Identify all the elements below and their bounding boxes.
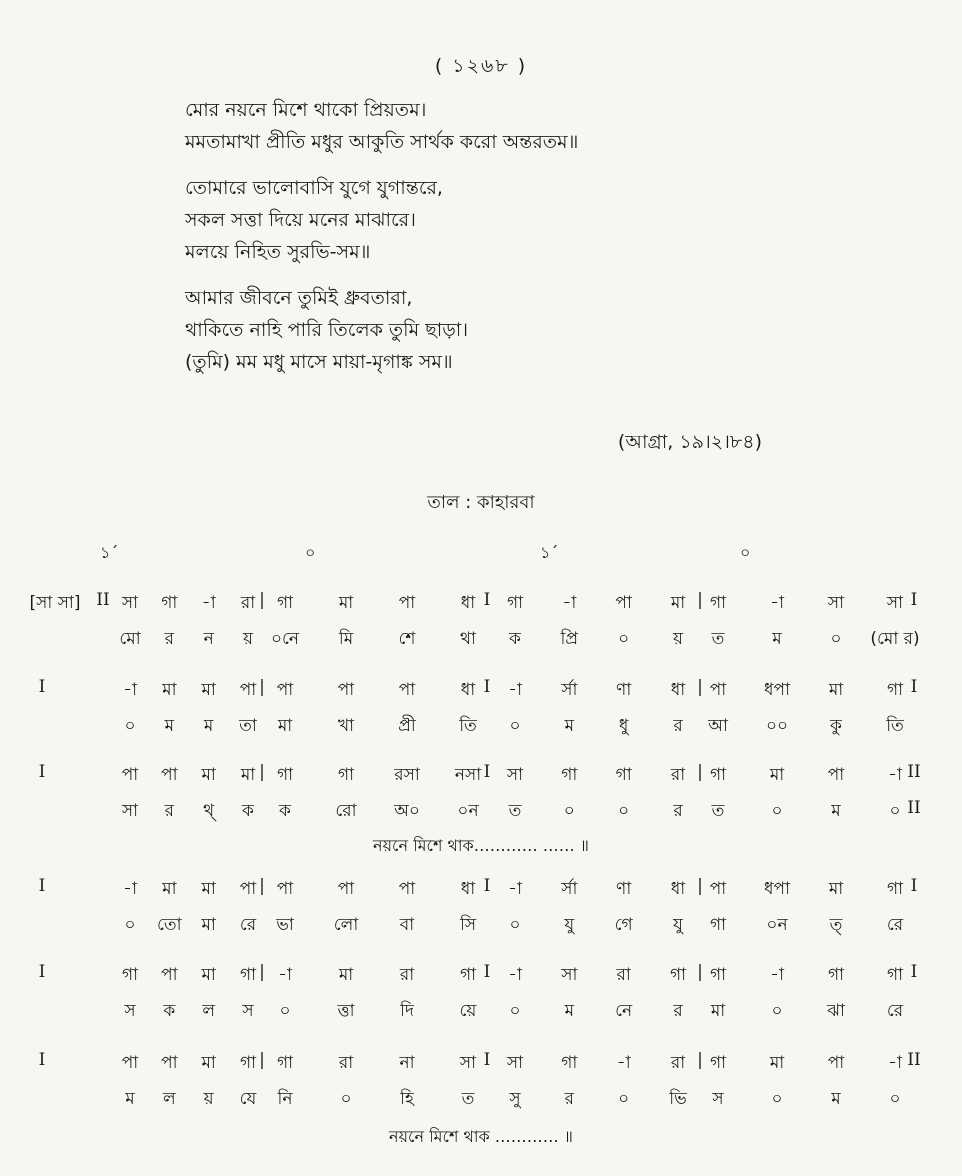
lyric-syllable: বা [399, 915, 415, 935]
swara-note: ণা [616, 680, 632, 700]
beat-marker: ১´ [100, 543, 119, 562]
swara-note: পা [121, 765, 139, 785]
lyric-row [0, 912, 962, 944]
lyric-syllable: খা [337, 716, 355, 736]
lyric-syllable: র [564, 1089, 575, 1109]
swara-note: গা [459, 965, 477, 985]
swara-note: গা [709, 965, 727, 985]
lyric-syllable: ০ [889, 1089, 901, 1109]
bar-line: I [483, 677, 491, 697]
bar-line-open: I [38, 962, 46, 982]
swara-note: ধা [460, 879, 476, 899]
lyric-syllable: মা [277, 716, 293, 736]
swara-note: নসা [454, 765, 482, 785]
swara-note: সা [827, 593, 845, 613]
bar-line: | [697, 876, 703, 896]
lyric-syllable: ল [162, 1089, 176, 1109]
swara-note: পা [276, 680, 294, 700]
lyric-syllable: ম [772, 629, 782, 649]
swara-row [0, 762, 962, 794]
lyric-syllable: ০০ [765, 716, 789, 736]
lyric-syllable: শে [398, 629, 416, 649]
bar-line-close: II [907, 1050, 921, 1070]
swara-note: গা [709, 1053, 727, 1073]
lyric-syllable: ত [711, 801, 725, 821]
bar-line: I [483, 1050, 491, 1070]
swara-note: মা [162, 680, 177, 700]
swara-row [0, 876, 962, 908]
bar-line-close: II [907, 762, 921, 782]
swara-note: গা [886, 965, 904, 985]
lyric-syllable: ত [461, 1089, 475, 1109]
swara-note: -া [201, 593, 216, 613]
swara-note: গা [561, 1053, 578, 1073]
poem-line: থাকিতে নাহি পারি তিলেক তুমি ছাড়া। [185, 319, 469, 341]
lyric-syllable: গা [709, 915, 727, 935]
lyric-syllable: রে [886, 915, 904, 935]
bar-line-close: I [910, 590, 918, 610]
swara-note: গা [121, 965, 139, 985]
swara-note: -া [123, 680, 137, 700]
swara-note: গা [161, 593, 178, 613]
lyric-syllable: র [164, 801, 175, 821]
poem-line: (তুমি) মম মধু মাসে মায়া-মৃগাঙ্ক সম॥ [185, 351, 453, 373]
poem [185, 94, 578, 392]
swara-note: ধা [670, 879, 686, 899]
lyric-syllable: র [164, 629, 175, 649]
lyric-syllable: তা [239, 716, 257, 736]
beat-marker: ০ [740, 543, 751, 562]
lyric-syllable: দি [400, 1001, 414, 1021]
swara-note: সা [886, 593, 904, 613]
swara-row [0, 590, 962, 622]
bar-line-close: I [910, 962, 918, 982]
swara-note: রা [670, 765, 686, 785]
swara-note: -া [508, 680, 522, 700]
bar-line: | [697, 1050, 703, 1070]
lyric-syllable: ০ [563, 801, 575, 821]
swara-note: -া [562, 593, 577, 613]
swara-note: র্সা [561, 879, 578, 899]
lyric-syllable: ম [831, 801, 841, 821]
poem-line: মোর নয়নে মিশে থাকো প্রিয়তম। [185, 99, 427, 121]
lyric-syllable: ০ন [766, 915, 788, 935]
swara-note: পা [709, 680, 727, 700]
swara-note: রসা [394, 765, 420, 785]
swara-note: মা [828, 680, 844, 700]
lyric-syllable: ত্তা [337, 1001, 355, 1021]
swara-note: গা [709, 765, 727, 785]
lyric-syllable: ল [202, 1001, 215, 1021]
swara-note: -া [770, 965, 784, 985]
lyric-syllable: কু [830, 716, 842, 736]
bar-line: | [259, 1050, 265, 1070]
lyric-syllable: ম [564, 716, 575, 736]
lyric-syllable: তো [157, 915, 182, 935]
lyric-syllable: ক [163, 1001, 176, 1021]
swara-note: পা [709, 879, 727, 899]
swara-note: পা [161, 965, 178, 985]
swara-note: মা [670, 593, 686, 613]
bar-line-close: I [910, 876, 918, 896]
lyric-syllable: ন [203, 629, 214, 649]
lyric-syllable: ম [125, 1089, 135, 1109]
swara-note: ণা [616, 879, 632, 899]
bar-line: I [483, 876, 491, 896]
swara-note: মা [201, 680, 216, 700]
lyric-syllable: ০ [889, 801, 901, 821]
swara-note: পা [161, 765, 178, 785]
lyric-syllable: ত [711, 629, 725, 649]
swara-note: গা [561, 765, 578, 785]
lyric-syllable: ০ [124, 716, 136, 736]
lyric-syllable: সা [121, 801, 139, 821]
lyric-row [0, 626, 962, 658]
swara-note: রা [670, 1053, 686, 1073]
lyric-syllable: নে [615, 1001, 633, 1021]
swara-note: মা [201, 1053, 216, 1073]
lyric-syllable: ০ [618, 629, 630, 649]
lyric-syllable: (মো র) [870, 629, 920, 649]
lyric-syllable: য় [203, 1089, 214, 1109]
lyric-syllable: ক [242, 801, 254, 821]
lyric-syllable: সি [459, 915, 477, 935]
beat-marker: ০ [305, 543, 316, 562]
swara-note: পা [398, 593, 416, 613]
swara-note: পা [337, 680, 355, 700]
swara-note: গা [827, 965, 845, 985]
swara-note: পা [398, 680, 416, 700]
swara-note: গা [506, 593, 524, 613]
lyric-row [0, 713, 962, 745]
lyric-syllable: তি [459, 716, 477, 736]
swara-note: পা [161, 1053, 178, 1073]
lyric-syllable: য় [242, 629, 254, 649]
swara-note: পা [121, 1053, 139, 1073]
refrain-line-2: নয়নে মিশে থাক ………… ॥ [389, 1127, 573, 1146]
swara-note: -া [508, 879, 522, 899]
poem-line: সকল সত্তা দিয়ে মনের মাঝারে। [185, 209, 416, 231]
lyric-syllable: ধু [618, 716, 629, 736]
swara-note: পা [239, 879, 257, 899]
lyric-bar-close: II [907, 798, 921, 818]
swara-note: গা [709, 593, 727, 613]
poem-line: মমতামাখা প্রীতি মধুর আকুতি সার্থক করো অন্তরতম॥ [185, 131, 579, 153]
swara-note: -া [123, 879, 137, 899]
swara-note: র্সা [561, 680, 578, 700]
bar-line: | [697, 590, 703, 610]
bar-line: | [259, 677, 265, 697]
swara-note: মা [338, 965, 354, 985]
swara-note: পা [827, 765, 845, 785]
swara-row [0, 677, 962, 709]
lyric-syllable: ০ [340, 1089, 352, 1109]
lyric-syllable: ০নে [270, 629, 300, 649]
bar-line-open: I [38, 677, 46, 697]
bar-line: | [697, 677, 703, 697]
bar-line: | [259, 762, 265, 782]
lyric-syllable: রো [335, 801, 357, 821]
poem-stanza [185, 172, 578, 268]
swara-note: পা [615, 593, 632, 613]
lyric-syllable: ম [564, 1001, 575, 1021]
lyric-syllable: যু [564, 915, 575, 935]
lyric-syllable: ০ [771, 801, 783, 821]
swara-row [0, 1050, 962, 1082]
swara-note: ধপা [764, 680, 790, 700]
lyric-syllable: লো [333, 915, 359, 935]
lyric-syllable: রে [886, 1001, 904, 1021]
swara-note: পা [337, 879, 355, 899]
swara-note: পা [398, 879, 416, 899]
swara-note: মা [201, 765, 216, 785]
swara-note: গা [886, 879, 904, 899]
lyric-syllable: স [712, 1089, 724, 1109]
tala-label: তাল : কাহারবা [427, 492, 535, 513]
lyric-syllable: হি [400, 1089, 414, 1109]
lyric-syllable: ০ [509, 716, 521, 736]
poem-stanza [185, 94, 578, 158]
lyric-syllable: ম [831, 1089, 841, 1109]
swara-note: মা [162, 879, 177, 899]
swara-note: মা [240, 765, 256, 785]
swara-note: গা [615, 765, 632, 785]
swara-note: গা [337, 765, 355, 785]
swara-note: ধা [670, 680, 686, 700]
lyric-syllable: থা [460, 629, 476, 649]
swara-note: না [399, 1053, 415, 1073]
swara-note: পা [827, 1053, 845, 1073]
lyric-syllable: ০ [830, 629, 842, 649]
poem-stanza [185, 282, 578, 378]
swara-note: গা [886, 680, 904, 700]
poem-line: আমার জীবনে তুমিই ধ্রুবতারা, [185, 287, 413, 309]
swara-note: গা [276, 1053, 294, 1073]
swara-note: ধপা [764, 879, 790, 899]
lyric-syllable: রে [239, 915, 257, 935]
swara-note: মা [769, 1053, 785, 1073]
lyric-row [0, 998, 962, 1030]
swara-note: ধা [460, 593, 476, 613]
lyric-syllable: তি [886, 716, 904, 736]
swara-note: মা [201, 965, 216, 985]
beat-marker: ১´ [540, 543, 559, 562]
lyric-syllable: ভা [276, 915, 294, 935]
lyric-syllable: ০ [509, 1001, 521, 1021]
swara-note: মা [201, 879, 216, 899]
bar-line: I [483, 962, 491, 982]
poem-line: মলয়ে নিহিত সুরভি-সম॥ [185, 241, 371, 263]
bar-line: | [259, 590, 265, 610]
bar-line-open: I [38, 876, 46, 896]
swara-note: গা [276, 765, 294, 785]
swara-note: -া [888, 765, 902, 785]
swara-note: গা [239, 1053, 257, 1073]
lyric-syllable: নি [277, 1089, 293, 1109]
bar-line-open: I [38, 1050, 46, 1070]
lyric-syllable: স [124, 1001, 136, 1021]
swara-note: গা [276, 593, 294, 613]
lyric-syllable: ০ [771, 1001, 783, 1021]
lyric-syllable: য় [672, 629, 684, 649]
lyric-syllable: ভি [669, 1089, 687, 1109]
lyric-row [0, 1086, 962, 1118]
bar-line: I [483, 590, 491, 610]
lyric-syllable: ম [203, 716, 214, 736]
swara-note: রা [338, 1053, 354, 1073]
lyric-syllable: অ০ [394, 801, 420, 821]
lyric-syllable: থ্ [203, 801, 215, 821]
bar-line: | [697, 762, 703, 782]
swara-row [0, 962, 962, 994]
poem-line: তোমারে ভালোবাসি যুগে যুগান্তরে, [185, 177, 443, 199]
bar-line-open: II [96, 590, 110, 610]
swara-note: -া [770, 593, 784, 613]
swara-note: সা [506, 765, 524, 785]
swara-note: মা [769, 765, 785, 785]
lyric-syllable: র [673, 716, 683, 736]
bar-line-close: I [910, 677, 918, 697]
lyric-syllable: মা [201, 915, 216, 935]
swara-note: ধা [460, 680, 476, 700]
lyric-syllable: স [242, 1001, 254, 1021]
swara-note: মা [338, 593, 354, 613]
lyric-syllable: ০ [509, 915, 521, 935]
lyric-syllable: সু [509, 1089, 521, 1109]
swara-note: সা [459, 1053, 477, 1073]
refrain-line-1: নয়নে মিশে থাক………… …… ॥ [373, 836, 589, 855]
lyric-syllable: আ [708, 716, 728, 736]
swara-note: সা [121, 593, 139, 613]
page-number: ( ১২৬৮ ) [434, 55, 528, 77]
lyric-syllable: ক [509, 629, 521, 649]
bar-line: | [697, 962, 703, 982]
swara-note: সা [561, 965, 578, 985]
lyric-syllable: ক [279, 801, 291, 821]
lyric-syllable: র [673, 801, 683, 821]
lyric-syllable: ০ [618, 1089, 630, 1109]
lyric-syllable: ০ [279, 1001, 291, 1021]
bar-line: | [259, 962, 265, 982]
swara-note: -া [616, 1053, 631, 1073]
lyric-syllable: ০ [124, 915, 136, 935]
lyric-syllable: মো [119, 629, 141, 649]
swara-note: রা [616, 965, 631, 985]
lyric-syllable: ০ [771, 1089, 783, 1109]
lyric-syllable: র [673, 1001, 683, 1021]
lyric-syllable: ম [164, 716, 175, 736]
lyric-syllable: যু [673, 915, 683, 935]
bar-line: | [259, 876, 265, 896]
lyric-syllable: ০ [618, 801, 630, 821]
lyric-syllable: ত [508, 801, 522, 821]
lyric-syllable: গে [614, 915, 633, 935]
lyric-syllable: মা [710, 1001, 726, 1021]
composition-date: (আগ্রা, ১৯।২।৮৪) [617, 431, 762, 453]
swara-note: -া [278, 965, 292, 985]
bar-line: I [483, 762, 491, 782]
bar-line-open: I [38, 762, 46, 782]
swara-note: পা [276, 879, 294, 899]
swara-note: গা [239, 965, 257, 985]
lyric-syllable: ০ন [457, 801, 479, 821]
lyric-row [0, 798, 962, 830]
swara-note: -া [508, 965, 522, 985]
lead-notes: [সা সা] [29, 593, 81, 613]
swara-note: রা [240, 593, 256, 613]
lyric-syllable: প্রি [560, 629, 579, 649]
swara-note: -া [888, 1053, 902, 1073]
lyric-syllable: ত্ [829, 915, 843, 935]
lyric-syllable: যে [239, 1089, 257, 1109]
swara-note: পা [239, 680, 257, 700]
swara-note: মা [828, 879, 844, 899]
lyric-syllable: ঝা [827, 1001, 845, 1021]
lyric-syllable: য়ে [459, 1001, 477, 1021]
lyric-syllable: মি [338, 629, 354, 649]
swara-note: রা [399, 965, 415, 985]
swara-note: গা [669, 965, 687, 985]
swara-note: সা [506, 1053, 524, 1073]
lyric-syllable: প্রী [398, 716, 416, 736]
